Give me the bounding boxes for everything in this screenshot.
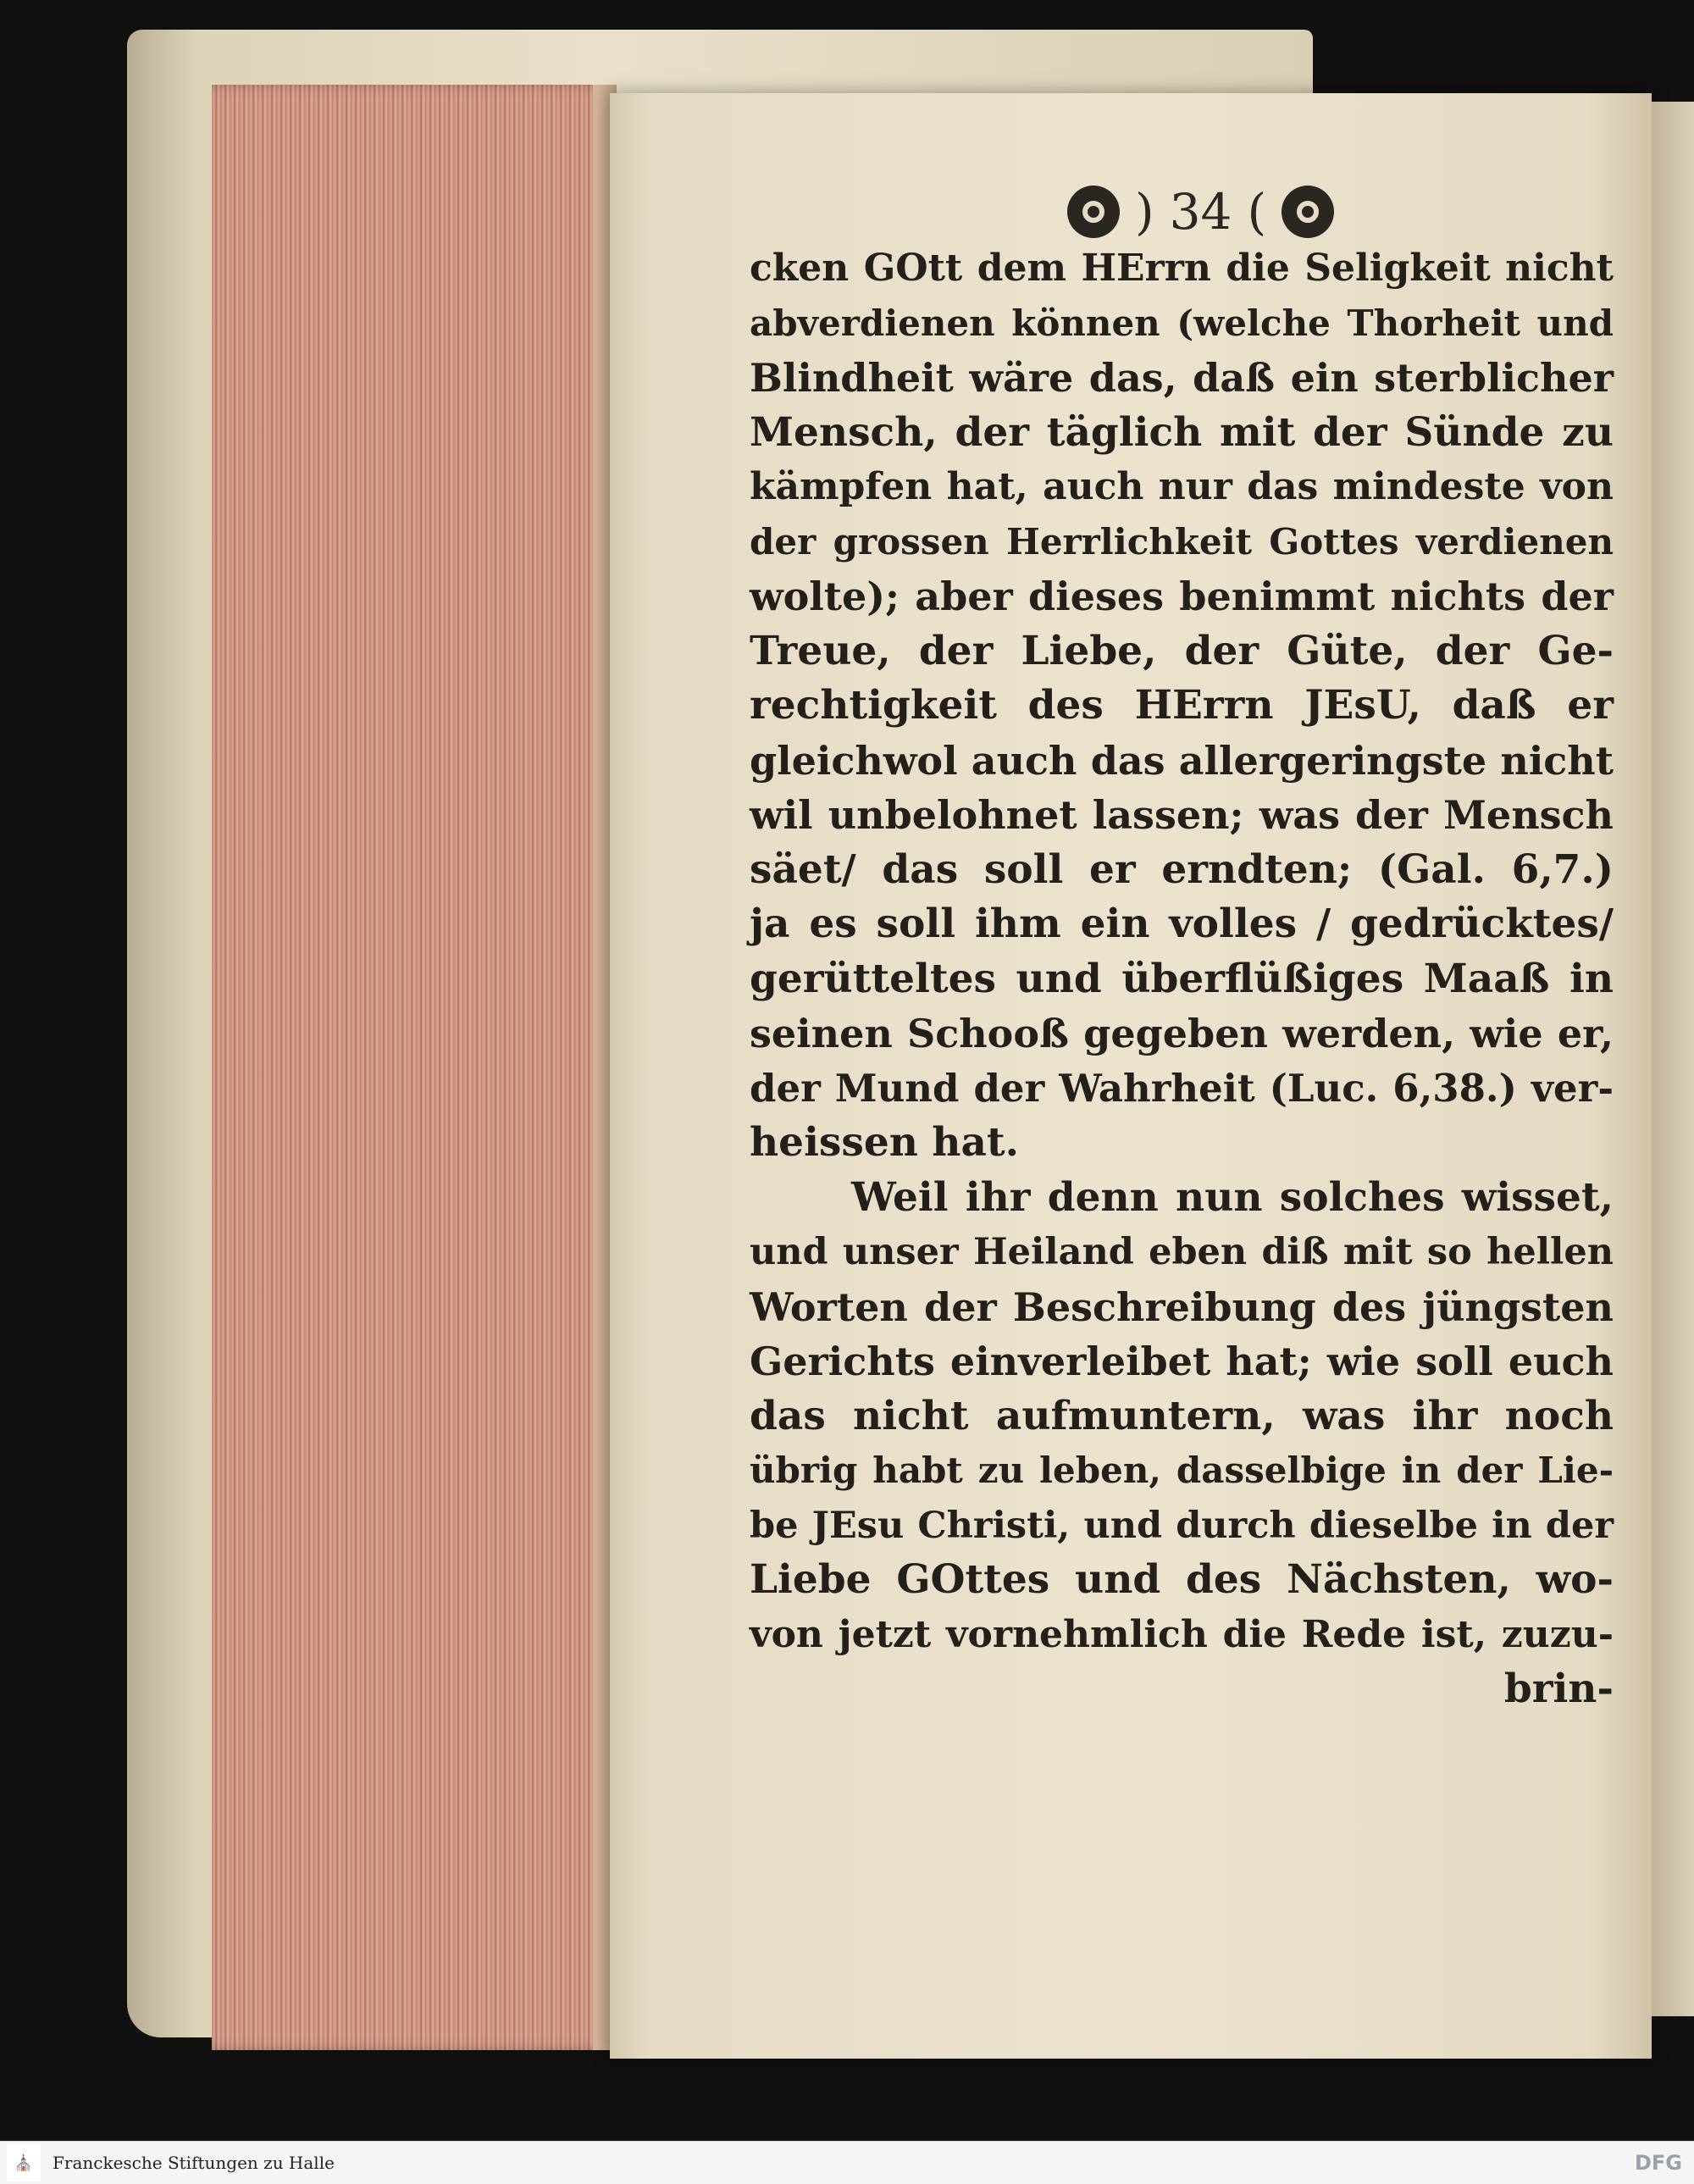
text-line: Treue, der Liebe, der Güte, der Ge-	[750, 627, 1614, 674]
text-line: wil unbelohnet lassen; was der Mensch	[750, 792, 1614, 838]
text-line: Liebe GOttes und des Nächsten, wo-	[750, 1556, 1614, 1603]
text-line: Gerichts einverleibet hat; wie soll euch	[750, 1339, 1614, 1384]
catchword: brin-	[1503, 1666, 1614, 1712]
page-header	[1067, 174, 1406, 250]
text-line: übrig habt zu leben, dasselbige in der Lie-	[750, 1450, 1614, 1491]
text-line: rechtigkeit des HErrn JEsU, daß er	[750, 682, 1614, 729]
text-line: und unser Heiland eben diß mit so hellen	[750, 1231, 1614, 1273]
text-line: Blindheit wäre das, daß ein sterblicher	[750, 355, 1614, 401]
text-line: der grossen Herrlichkeit Gottes verdienen	[750, 520, 1614, 563]
text-line: Worten der Beschreibung des jüngsten	[750, 1283, 1614, 1330]
text-line: das nicht aufmuntern, was ihr noch	[750, 1392, 1614, 1439]
organization-name[interactable]: Franckesche Stiftungen zu Halle	[53, 2153, 335, 2173]
page-number: 34	[1169, 183, 1232, 241]
text-line: Mensch, der täglich mit der Sünde zu	[750, 408, 1614, 456]
text-line: cken GOtt dem HErrn die Seligkeit nicht	[750, 247, 1614, 290]
text-line: kämpfen hat, auch nur das mindeste von	[750, 465, 1614, 508]
header-left-bracket: )	[1135, 183, 1154, 241]
franckesche-stiftungen-logo-icon[interactable]: ⛪	[7, 2144, 41, 2181]
facing-page-edge	[1652, 102, 1694, 2016]
page-body-text	[750, 241, 1614, 1717]
viewer-footer	[0, 2141, 1694, 2184]
rosette-ornament-icon	[1282, 186, 1334, 238]
text-line: gerütteltes und überflüßiges Maaß in	[750, 955, 1614, 1002]
text-line: gleichwol auch das allergeringste nicht	[750, 737, 1614, 784]
paragraph-start-line: Weil ihr denn nun solches wisset,	[851, 1173, 1614, 1221]
text-line: von jetzt vornehmlich die Rede ist, zuzu-	[750, 1612, 1614, 1656]
text-line: seinen Schooß gegeben werden, wie er,	[750, 1011, 1614, 1056]
page-edges	[212, 85, 610, 2050]
text-line: heissen hat.	[750, 1119, 1019, 1166]
text-line: be JEsu Christi, und durch dieselbe in der	[750, 1504, 1614, 1547]
text-line: der Mund der Wahrheit (Luc. 6,38.) ver-	[750, 1065, 1614, 1111]
header-right-bracket: (	[1247, 183, 1267, 241]
rosette-ornament-icon	[1067, 186, 1120, 238]
text-line: ja es soll ihm ein volles / gedrücktes/	[750, 901, 1614, 947]
text-line: wolte); aber dieses benimmt nichts der	[750, 574, 1614, 619]
text-line: säet/ das soll er erndten; (Gal. 6,7.)	[750, 845, 1614, 893]
dfg-logo[interactable]: DFG	[1634, 2151, 1682, 2175]
text-line: abverdienen können (welche Thorheit und	[750, 302, 1614, 344]
